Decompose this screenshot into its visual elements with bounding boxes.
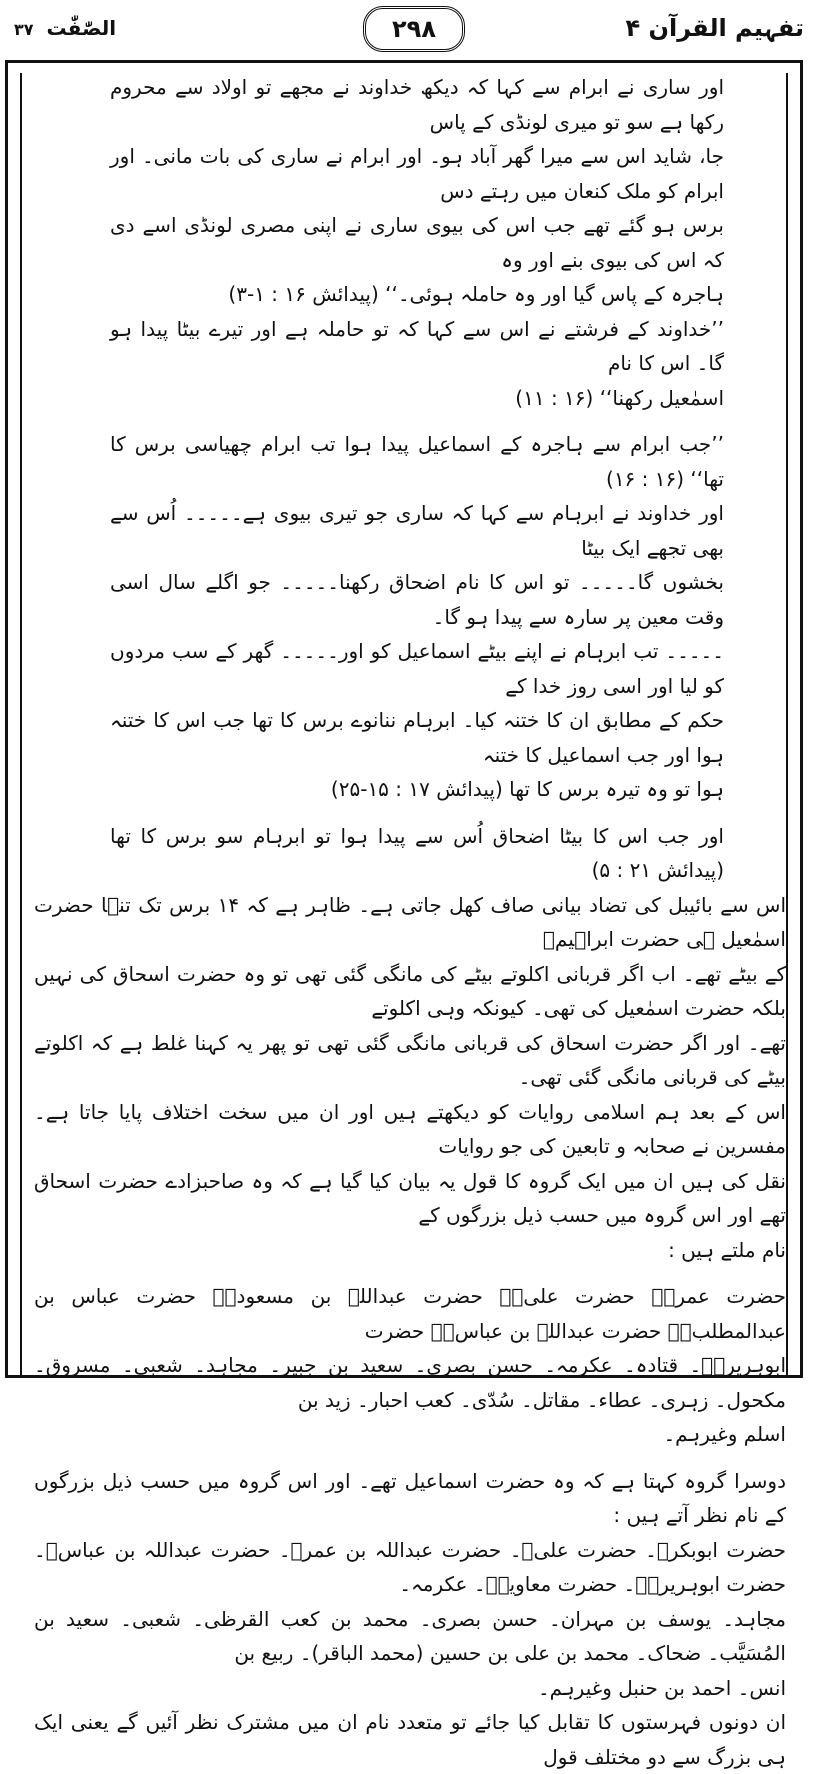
surah-heading bbox=[14, 10, 164, 48]
text-line: جا، شاید اس سے میرا گھر آباد ہو۔ اور ابرام نے ساری کی بات مانی۔ اور ابرام کو ملک کنعان میں رہتے دس bbox=[110, 144, 724, 203]
text-line: ’’جب ابرام سے ہاجرہ کے اسماعیل پیدا ہوا تب ابرام چھیاسی برس کا تھا‘‘ (۱۶ : ۱۶) bbox=[110, 432, 724, 491]
text-line: ہوا تو وہ تیرہ برس کا تھا (پیدائش ۱۷ : ۱۵-۲۵) bbox=[330, 777, 724, 801]
paragraph-second-group bbox=[34, 1464, 786, 1533]
bible-quote-2 bbox=[34, 312, 786, 416]
text-line: ان دونوں فہرستوں کا تقابل کیا جائے تو متعدد نام ان میں مشترک نظر آئیں گے یعنی ایک ہی بزرگ سے دو مختلف قول bbox=[34, 1710, 786, 1769]
bible-quote-3 bbox=[34, 427, 786, 496]
paragraph-comparison bbox=[34, 1705, 786, 1774]
bible-quote-4 bbox=[34, 496, 786, 807]
surah-number: ۳۷ bbox=[14, 20, 34, 39]
text-line: اور خداوند نے ابرہام سے کہا کہ ساری جو تیری بیوی ہے۔۔۔۔۔ اُس سے بھی تجھے ایک بیٹا bbox=[110, 501, 724, 560]
text-line: ابوہریرہؓ۔ قتادہ۔ عکرمہ۔ حسن بصری۔ سعید بن جبیر۔ مجاہد۔ شعبی۔ مسروق۔ مکحول۔ زہری۔ عطاء۔ مقاتل۔ سُدّی۔ کعب احبار۔ زید بن bbox=[34, 1353, 786, 1412]
bible-quote-1 bbox=[34, 70, 786, 312]
book-title: تفہیم القرآن ۴ bbox=[625, 14, 804, 42]
spacer bbox=[34, 807, 786, 819]
text-line: حکم کے مطابق ان کا ختنہ کیا۔ ابرہام ننانوے برس کا تھا جب اس کا ختنہ ہوا اور جب اسماعیل کا ختنہ bbox=[110, 708, 724, 767]
page-number-badge: ۲۹۸ bbox=[363, 6, 465, 52]
bible-quote-5 bbox=[34, 819, 786, 888]
names-list-ishaq bbox=[34, 1279, 786, 1452]
text-line: تھے۔ اور اگر حضرت اسحاق کی قربانی مانگی گئی تھی تو پھر یہ کہنا غلط ہے کہ اکلوتے بیٹے کی قربانی مانگی گئی تھی۔ bbox=[34, 1030, 786, 1089]
page-body bbox=[34, 70, 786, 1774]
spacer bbox=[34, 1452, 786, 1464]
spacer bbox=[34, 1267, 786, 1279]
text-line: کے بیٹے تھے۔ اب اگر قربانی اکلوتے بیٹے کی مانگی گئی تھی تو وہ حضرت اسحاق کی نہیں بلکہ حضرت اسمٰعیل کی تھی۔ کیونکہ وہی اکلوتے bbox=[34, 961, 786, 1020]
text-line: مجاہد۔ یوسف بن مہران۔ حسن بصری۔ محمد بن کعب القرظی۔ شعبی۔ سعید بن المُسَیَّب۔ ضحاک۔ محمد بن علی بن حسین (محمد الباقر)۔ ربیع بن bbox=[34, 1606, 786, 1665]
text-line: اور جب اس کا بیٹا اضحاق اُس سے پیدا ہوا تو ابرہام سو برس کا تھا (پیدائش ۲۱ : ۵) bbox=[110, 823, 724, 882]
text-line: اس کے بعد ہم اسلامی روایات کو دیکھتے ہیں اور ان میں سخت اختلاف پایا جاتا ہے۔ مفسرین نے صحابہ و تابعین کی جو روایات bbox=[34, 1099, 786, 1158]
surah-name: الصّٰفّٰت bbox=[46, 16, 117, 40]
text-line: نام ملتے ہیں : bbox=[668, 1237, 786, 1262]
text-line: بخشوں گا۔۔۔۔۔ تو اس کا نام اضحاق رکھنا۔۔۔۔۔ جو اگلے سال اسی وقت معین پر سارہ سے پیدا ہو گا۔ bbox=[110, 570, 724, 629]
text-line: حضرت ابوبکرؓ۔ حضرت علیؓ۔ حضرت عبداللہ بن عمرؓ۔ حضرت عبداللہ بن عباسؓ۔ حضرت ابوہریرہؓ۔ حضرت معاویہؓ۔ عکرمہ۔ bbox=[34, 1537, 786, 1596]
text-line: ’’خداوند کے فرشتے نے اس سے کہا کہ تو حاملہ ہے اور تیرے بیٹا پیدا ہو گا۔ اس کا نام bbox=[110, 316, 724, 375]
paragraph-islamic-narrations bbox=[34, 1095, 786, 1268]
text-line: اس سے بائیبل کی تضاد بیانی صاف کھل جاتی ہے۔ ظاہر ہے کہ ۱۴ برس تک تنہا حضرت اسمٰعیل ہی حضرت ابراہیمؑ bbox=[34, 892, 787, 951]
text-line: اسلم وغیرہم۔ bbox=[663, 1422, 786, 1446]
text-line: برس ہو گئے تھے جب اس کی بیوی ساری نے اپنی مصری لونڈی اسے دی کہ اس کی بیوی بنے اور وہ bbox=[110, 213, 724, 272]
text-line: نقل کی ہیں ان میں ایک گروہ کا قول یہ بیان کیا گیا ہے کہ وہ صاحبزادے حضرت اسحاق تھے اور اس گروہ میں حسب ذیل بزرگوں کے bbox=[34, 1168, 786, 1227]
paragraph-contradiction bbox=[34, 888, 786, 1095]
spacer bbox=[34, 415, 786, 427]
text-line: اسمٰعیل رکھنا‘‘ (۱۶ : ۱۱) bbox=[515, 385, 724, 410]
text-line: ہاجرہ کے پاس گیا اور وہ حاملہ ہوئی۔‘‘ (پیدائش ۱۶ : ۱-۳) bbox=[228, 282, 724, 306]
text-line: حضرت عمرؓ۔ حضرت علیؓ۔ حضرت عبداللہ بن مسعودؓ۔ حضرت عباس بن عبدالمطلبؓ۔ حضرت عبداللہ بن عباسؓ۔ حضرت bbox=[34, 1284, 786, 1343]
text-line: ۔۔۔۔۔ تب ابرہام نے اپنے بیٹے اسماعیل کو اور۔۔۔۔۔ گھر کے سب مردوں کو لیا اور اسی روز خدا کے bbox=[110, 639, 724, 698]
text-line: دوسرا گروہ کہتا ہے کہ وہ حضرت اسماعیل تھے۔ اور اس گروہ میں حسب ذیل بزرگوں کے نام نظر آتے ہیں : bbox=[34, 1468, 786, 1527]
text-line: انس۔ احمد بن حنبل وغیرہم۔ bbox=[537, 1675, 786, 1700]
names-list-ismail bbox=[34, 1533, 786, 1706]
text-line: اور ساری نے ابرام سے کہا کہ دیکھ خداوند نے مجھے تو اولاد سے محروم رکھا ہے سو تو میری لونڈی کے پاس bbox=[110, 75, 724, 134]
